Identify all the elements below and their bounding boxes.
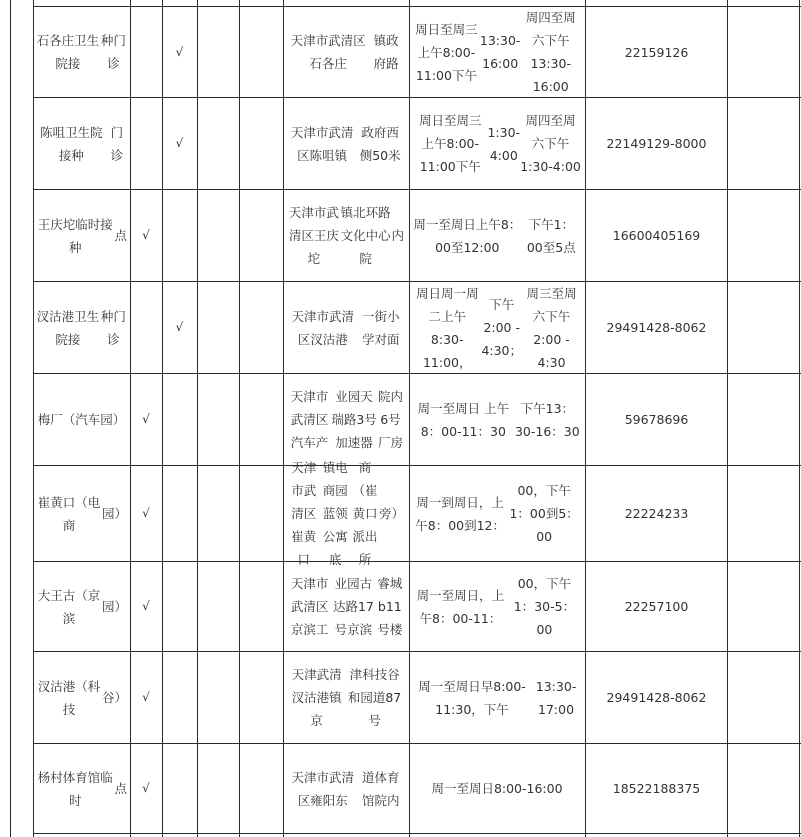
phone-number: 22159126 [624,44,689,60]
check-mark [163,190,196,281]
check-mark [163,744,196,833]
site-name: 崔黄口（电商 园） [37,494,127,533]
check-mark [163,374,196,465]
site-name: 王庆坨临时接种 点 [37,216,127,255]
opening-hours: 周一至周日8:00-16:00 [431,781,563,796]
opening-hours: 周一至周日早8:00-11:30，下午 13:30-17:00 [418,678,577,717]
opening-hours: 周日周一周二上午8:30-11:00， 下午2:00 - 4:30； 周三至周六下午2:00 - 4:30 [415,285,577,370]
check-mark: √ [175,136,184,150]
check-mark [131,98,161,189]
site-address: 天津武清汊沽港镇京 津科技谷和园道87号 [291,667,402,728]
opening-hours: 周日至周三上午8:00-11:00下午 13:30-16:00 周四至周六下午13:30-16:00 [415,10,576,94]
grid-line [10,0,11,837]
check-mark: √ [142,412,150,426]
site-name: 汊沽港（科技 谷） [37,678,127,717]
check-mark: √ [142,228,150,242]
check-mark [163,562,196,651]
grid-line [197,0,198,837]
check-mark: √ [142,506,150,520]
opening-hours: 周一至周日，上午8：00-11： 00，下午1：30-5：00 [416,576,576,637]
check-mark [131,282,161,373]
check-mark [163,466,196,561]
phone-number: 22224233 [624,506,689,521]
check-mark: √ [175,320,184,334]
grid-line [33,833,801,834]
site-name: 陈咀卫生院接种 门诊 [40,124,124,163]
grid-line [727,0,728,837]
check-mark [163,652,196,743]
site-address: 天津市武清区石各庄 镇政府路 [290,33,399,71]
check-mark: √ [175,44,184,59]
opening-hours: 周一至周日 上午8：00-11：30 下午13：30-16：30 [417,400,580,439]
site-address: 天津市武清区陈咀镇 政府西侧50米 [290,124,401,163]
check-mark: √ [142,781,150,795]
opening-hours: 周一至周日上午8：00至12:00 下午1：00至5点 [413,216,576,255]
site-name: 汊沽港卫生院接 种门诊 [36,308,126,347]
site-address: 天津市武清区雍阳东 道体育馆院内 [291,769,400,808]
grid-line [239,0,240,837]
site-address: 天津市武清区京滨工 业园古达路17号京滨 睿城b11号楼 [290,576,403,637]
phone-number: 59678696 [624,412,689,427]
phone-number: 29491428-8062 [606,690,707,705]
site-address: 天津市武清区王庆坨 镇北环路文化中心院 内 [288,205,404,266]
phone-number: 16600405169 [612,228,701,243]
site-name: 梅厂（汽车 园） [37,412,126,427]
grid-line [799,0,800,837]
opening-hours: 周一到周日，上午8：00到12： 00，下午1：00到5：00 [415,483,579,544]
site-address: 天津市武清区崔黄口 镇电商园蓝领公寓底 商（崔黄口派出所 旁） [291,460,405,567]
check-mark: √ [142,690,150,704]
phone-number: 29491428-8062 [606,320,707,335]
check-mark [131,7,161,97]
site-name: 杨村体育馆临时 点 [37,769,127,808]
site-address: 天津市武清区汽车产 业园天瑞路3号加速器 院内6号厂房 [290,389,404,450]
site-name: 大王古（京滨 园） [37,587,127,626]
phone-number: 18522188375 [612,781,701,796]
opening-hours: 周日至周三上午8:00-11:00下午 1:30-4:00 周四至周六下午1:30-4:00 [418,113,581,174]
site-address: 天津市武清区汊沽港 一街小学对面 [291,308,400,347]
check-mark: √ [142,599,150,613]
phone-number: 22149129-8000 [606,136,707,151]
phone-number: 22257100 [624,599,689,614]
site-name: 石各庄卫生院接 种门诊 [36,33,126,71]
